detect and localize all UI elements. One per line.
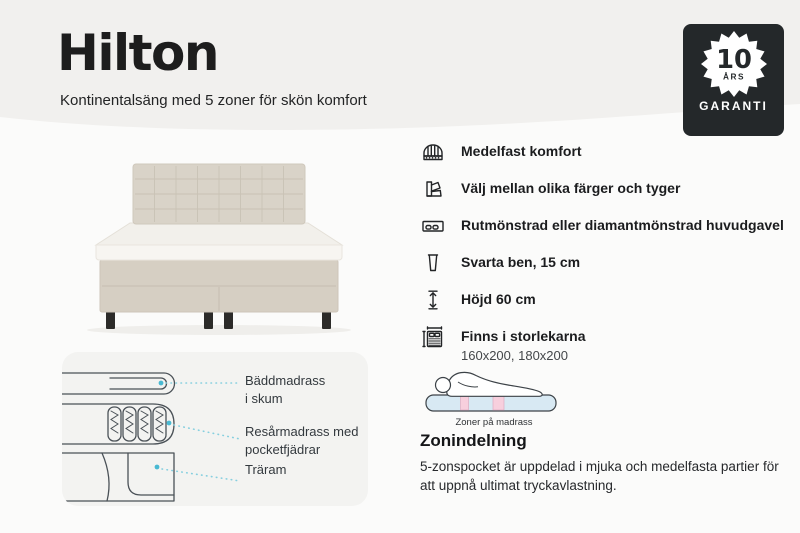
page-subtitle: Kontinentalsäng med 5 zoner för skön komfort <box>60 92 367 109</box>
mattress-icon <box>420 139 446 165</box>
bed-photo-illustration <box>58 148 393 336</box>
bed-leg-icon <box>420 250 446 276</box>
zone-caption: Zoner på madrass <box>455 417 533 428</box>
guarantee-badge <box>683 24 784 136</box>
cross-section-label-springs: Resårmadrass med pocketfjädrar <box>245 424 359 457</box>
feature-label: Svarta ben, 15 cm <box>461 254 581 270</box>
badge-years-unit: ÅRS <box>722 72 745 82</box>
sleeping-zones-illustration <box>424 357 564 415</box>
badge-label: GARANTI <box>699 99 768 113</box>
zone-heading: Zonindelning <box>420 431 527 450</box>
starburst-seal-icon <box>701 31 767 97</box>
feature-row-headboard <box>420 213 792 239</box>
feature-row-comfort <box>420 139 792 165</box>
mattress-cross-section-diagram <box>62 352 242 506</box>
feature-sublabel: 160x200, 180x200 <box>461 347 568 363</box>
feature-row-height <box>420 287 792 313</box>
fabric-swatches-icon <box>420 176 446 202</box>
mattress-cross-section-card <box>62 352 368 506</box>
headboard-icon <box>420 213 446 239</box>
feature-row-legs <box>420 250 792 276</box>
cross-section-label-frame: Träram <box>245 462 287 477</box>
cross-section-label-topper: Bäddmadrass i skum <box>245 373 326 406</box>
zone-description: 5-zonspocket är uppdelad i mjuka och medelfasta partier för att uppnå ultimat tryckavlastning. <box>420 459 779 494</box>
feature-label: Höjd 60 cm <box>461 291 536 307</box>
feature-label: Finns i storlekarna <box>461 328 586 344</box>
feature-label: Välj mellan olika färger och tyger <box>461 180 681 196</box>
badge-years: 10 <box>715 45 752 76</box>
feature-label: Rutmönstrad eller diamantmönstrad huvudgavel <box>461 217 784 233</box>
feature-label: Medelfast komfort <box>461 143 582 159</box>
bed-sizes-icon <box>420 324 446 350</box>
page-title: Hilton <box>57 24 218 82</box>
feature-row-fabrics <box>420 176 792 202</box>
feature-list <box>420 139 792 363</box>
height-arrow-icon <box>420 287 446 313</box>
